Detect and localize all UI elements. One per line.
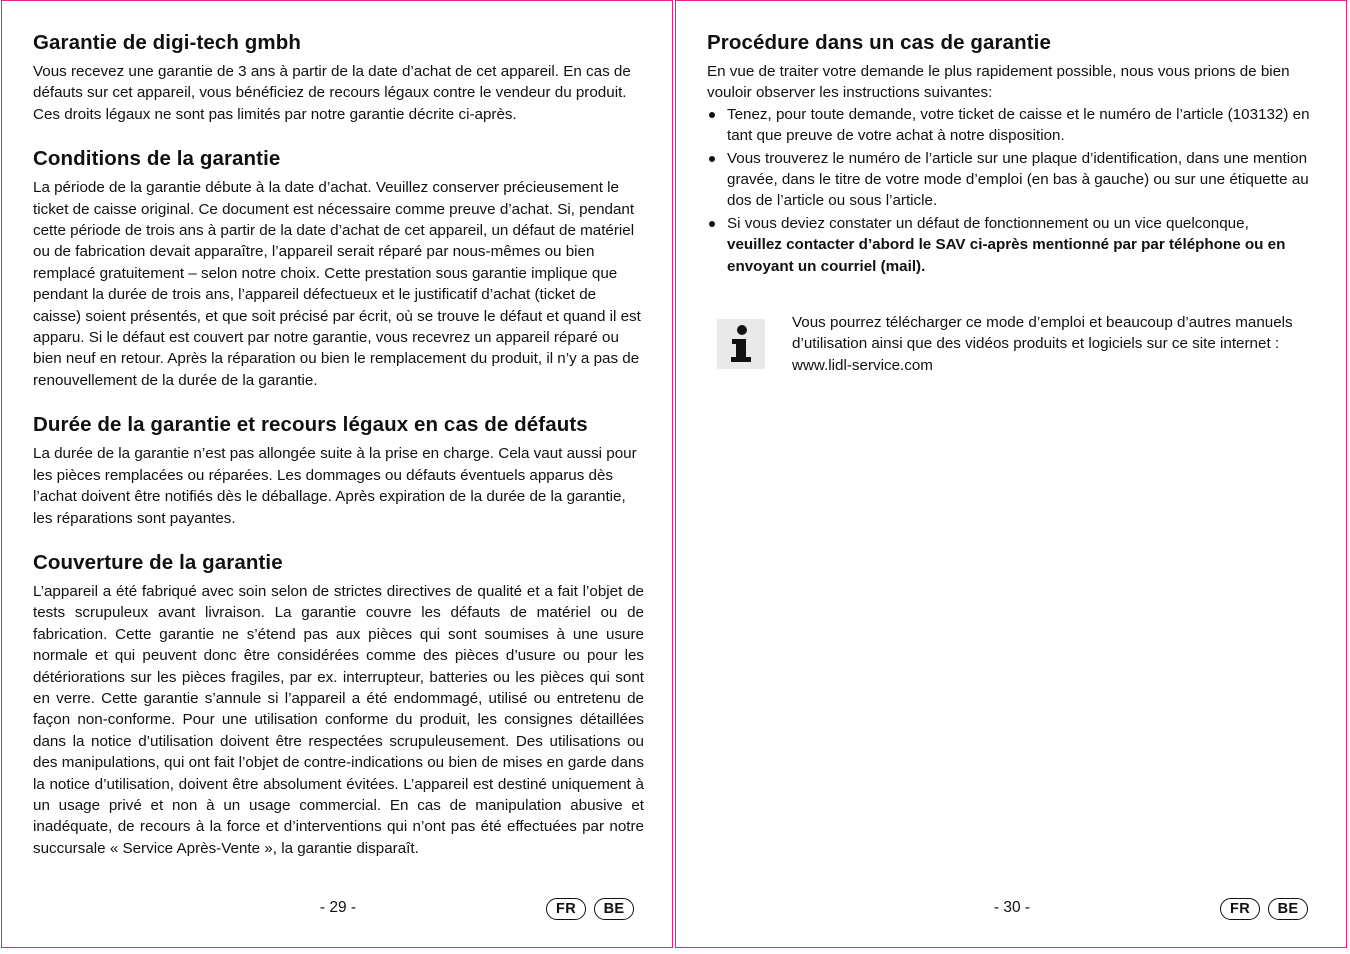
section-warranty-coverage <box>33 551 644 859</box>
section-heading: Garantie de digi-tech gmbh <box>33 31 301 54</box>
procedure-list <box>707 104 1318 277</box>
list-item: Vous trouverez le numéro de l’article sur une plaque d’identification, dans une mention gravée, dans le titre de votre mode d’emploi (en bas à gauche) ou sur une étiquette au dos de l’article ou sous l’article. <box>707 148 1318 212</box>
info-note: Vous pourrez télécharger ce mode d’emploi et beaucoup d’autres manuels d’utilisation ainsi que des vidéos produits et logiciels sur ce site internet : www.lidl-service.com <box>792 314 1293 374</box>
country-badges <box>1220 898 1308 920</box>
right-page-content <box>707 31 1318 278</box>
left-page-content <box>33 31 644 881</box>
country-badge-fr: FR <box>546 898 586 920</box>
info-icon <box>717 319 765 369</box>
list-item-text: Si vous deviez constater un défaut de fonctionnement ou un vice quelconque, <box>727 214 1249 232</box>
section-warranty-conditions <box>33 147 644 391</box>
section-heading: Durée de la garantie et recours légaux en cas de défauts <box>33 413 588 437</box>
list-item <box>707 213 1318 277</box>
page-footer <box>676 897 1346 923</box>
country-badge-be: BE <box>1268 898 1308 920</box>
page-number: - 30 - <box>993 899 1031 916</box>
country-badges <box>546 898 634 920</box>
section-body: Vous recevez une garantie de 3 ans à partir de la date d’achat de cet appareil. En cas de défauts sur cet appareil, vous bénéficiez de recours légaux contre le vendeur du produit. Ces droits légaux ne sont pas limités par notre garantie décrite ci-après. <box>33 63 631 123</box>
section-body: La période de la garantie débute à la date d’achat. Veuillez conserver précieusement le ticket de caisse original. Ce document est nécessaire comme preuve d’achat. Si, pendant cette période de trois ans à partir de la date d’achat de cet appareil, un défaut de matériel ou de fabrication devait apparaître, l’appareil serait réparé par nous-mêmes ou bien remplacé gratuitement – selon notre choix. Cette prestation sous garantie implique que pendant la durée de trois ans, l’appareil défectueux et le justificatif d’achat (ticket de caisse) soient présentés, et que soit précisé par écrit, où se trouve le défaut et quand il est apparu. Si le défaut est couvert par notre garantie, vous recevrez un appareil réparé ou bien neuf en retour. Après la réparation ou bien le remplacement du produit, il n’y a pas de renouvellement de la durée de la garantie. <box>33 179 641 389</box>
section-warranty-duration <box>33 413 644 529</box>
section-heading: Conditions de la garantie <box>33 147 281 171</box>
procedure-intro: En vue de traiter votre demande le plus rapidement possible, nous vous prions de bien vouloir observer les instructions suivantes: <box>707 63 1290 102</box>
page-footer <box>2 897 672 923</box>
list-item: Tenez, pour toute demande, votre ticket de caisse et le numéro de l’article (103132) en tant que preuve de votre achat à notre disposition. <box>707 104 1318 147</box>
section-body: La durée de la garantie n’est pas allongée suite à la prise en charge. Cela vaut aussi pour les pièces remplacées ou réparées. Les dommages ou défauts éventuels apparus dès l’achat doivent être notifiés dès le déballage. Après expiration de la durée de la garantie, les réparations sont payantes. <box>33 445 637 527</box>
section-warranty-intro <box>33 31 644 125</box>
country-badge-be: BE <box>594 898 634 920</box>
page-right <box>675 0 1347 948</box>
list-item-emphasis: veuillez contacter d’abord le SAV ci-après mentionné par par téléphone ou en envoyant un courriel (mail). <box>727 236 1286 275</box>
info-glyph <box>726 324 756 364</box>
page-number: - 29 - <box>319 899 357 916</box>
section-heading: Couverture de la garantie <box>33 550 283 574</box>
country-badge-fr: FR <box>1220 898 1260 920</box>
page-left <box>1 0 673 948</box>
section-body: L’appareil a été fabriqué avec soin selon de strictes directives de qualité et a fait l’objet de tests scrupuleux avant livraison. La garantie couvre les défauts de matériel ou de fabrication. Cette garantie ne s’étend pas aux pièces qui sont soumises à une usure normale et qui peuvent donc être considérées comme des pièces d’usure ou pour les détériorations sur les pièces fragiles, par ex. interrupteur, batteries ou les pièces qui sont en verre. Cette garantie s’annule si l’appareil a été endommagé, utilisé ou entretenu de façon non-conforme. Pour une utilisation conforme du produit, les consignes détaillées dans la notice d’utilisation doivent être respectées scrupuleusement. Des utilisations ou des manipulations, qui ont fait l’objet de contre-indications ou bien de mises en garde dans la notice d’utilisation, doivent être absolument évitées. L’appareil est destiné uniquement à un usage privé et non à un usage commercial. En cas de manipulation abusive et inadéquate, de recours à la force et d’interventions qui n’ont pas été effectuées par notre succursale « Service Après-Vente », la garantie disparaît. <box>33 582 644 857</box>
section-heading: Procédure dans un cas de garantie <box>707 31 1051 54</box>
